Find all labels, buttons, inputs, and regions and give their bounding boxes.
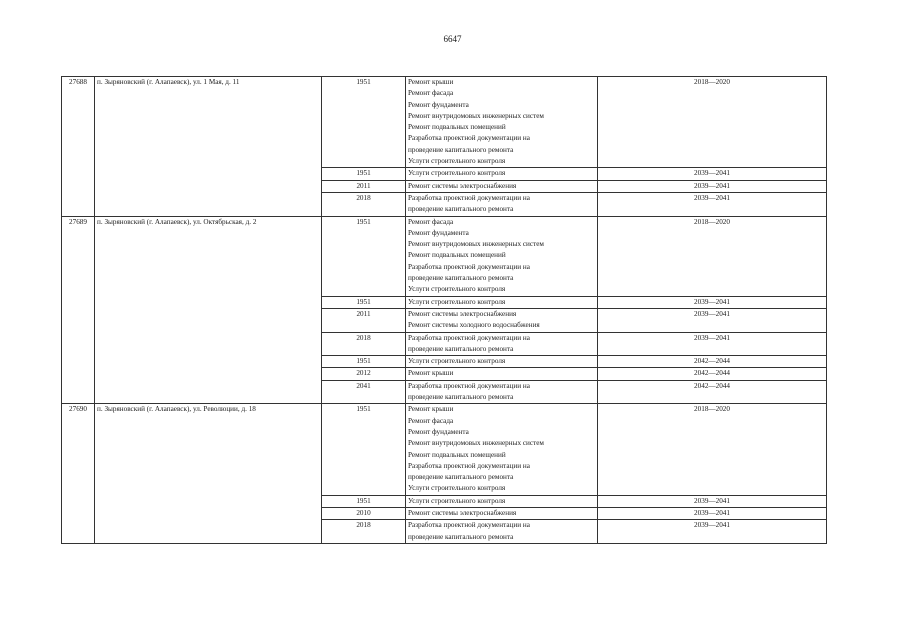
planned-period: 2039—2041 [598,520,827,544]
work-item: проведение капитального ремонта [408,145,514,154]
planned-period: 2039—2041 [598,192,827,216]
work-item: Ремонт подвальных помещений [408,123,506,132]
work-item: Ремонт системы холодного водоснабжения [408,321,540,330]
planned-period: 2039—2041 [598,296,827,308]
work-item: Ремонт системы электроснабжения [408,508,517,517]
table-body [62,77,827,544]
planned-period: 2018—2020 [598,404,827,495]
work-item: Ремонт подвальных помещений [408,450,506,459]
work-item: Услуги строительного контроля [408,297,506,306]
building-address: п. Зыряновский (г. Алапаевск), ул. Революции, д. 18 [95,404,322,544]
work-item: Услуги строительного контроля [408,169,506,178]
building-address: п. Зыряновский (г. Алапаевск), ул. Октябрьская, д. 2 [95,216,322,404]
work-types [406,77,598,168]
work-item: Ремонт подвальных помещений [408,251,506,260]
work-item: Ремонт крыши [408,369,454,378]
table-row [62,77,827,168]
work-item: Ремонт системы электроснабжения [408,309,517,318]
planned-period: 2042—2044 [598,368,827,380]
planned-period: 2042—2044 [598,356,827,368]
last-repair-year: 2011 [322,308,406,332]
work-item: Ремонт фасада [408,217,454,226]
work-types [406,332,598,356]
work-item: Услуги строительного контроля [408,285,506,294]
last-repair-year: 2011 [322,180,406,192]
last-repair-year: 1951 [322,296,406,308]
work-types [406,192,598,216]
building-number: 27690 [62,404,95,544]
last-repair-year: 1951 [322,356,406,368]
work-item: Ремонт фундамента [408,427,469,436]
work-item: проведение капитального ремонта [408,532,514,541]
work-item: Услуги строительного контроля [408,496,506,505]
work-item: Ремонт внутридомовых инженерных систем [408,111,544,120]
work-types [406,380,598,404]
work-item: Ремонт фасада [408,416,454,425]
work-types [406,404,598,495]
table-row [62,216,827,296]
planned-period: 2039—2041 [598,332,827,356]
planned-period: 2018—2020 [598,77,827,168]
work-types [406,180,598,192]
work-types [406,308,598,332]
work-item: Разработка проектной документации на [408,134,530,143]
building-number: 27688 [62,77,95,217]
last-repair-year: 2012 [322,368,406,380]
work-types [406,168,598,180]
work-item: Разработка проектной документации на [408,381,530,390]
work-item: проведение капитального ремонта [408,205,514,214]
work-types [406,520,598,544]
work-item: Ремонт внутридомовых инженерных систем [408,439,544,448]
table-row [62,404,827,495]
planned-period: 2039—2041 [598,180,827,192]
last-repair-year: 2041 [322,380,406,404]
building-address: п. Зыряновский (г. Алапаевск), ул. 1 Мая, д. 11 [95,77,322,217]
last-repair-year: 2018 [322,520,406,544]
last-repair-year: 2010 [322,507,406,519]
building-number: 27689 [62,216,95,404]
last-repair-year: 2018 [322,192,406,216]
work-item: Разработка проектной документации на [408,262,530,271]
work-item: Услуги строительного контроля [408,357,506,366]
planned-period: 2039—2041 [598,507,827,519]
work-types [406,507,598,519]
last-repair-year: 1951 [322,168,406,180]
last-repair-year: 1951 [322,495,406,507]
planned-period: 2039—2041 [598,168,827,180]
last-repair-year: 2018 [322,332,406,356]
work-item: проведение капитального ремонта [408,344,514,353]
work-item: Услуги строительного контроля [408,157,506,166]
last-repair-year: 1951 [322,216,406,296]
work-item: Услуги строительного контроля [408,484,506,493]
work-item: Разработка проектной документации на [408,461,530,470]
work-item: Разработка проектной документации на [408,193,530,202]
work-item: проведение капитального ремонта [408,473,514,482]
work-item: Ремонт системы электроснабжения [408,181,517,190]
planned-period: 2018—2020 [598,216,827,296]
planned-period: 2039—2041 [598,308,827,332]
planned-period: 2042—2044 [598,380,827,404]
work-types [406,356,598,368]
work-types [406,495,598,507]
work-types [406,368,598,380]
planned-period: 2039—2041 [598,495,827,507]
work-types [406,216,598,296]
repair-schedule-table [61,76,827,544]
last-repair-year: 1951 [322,77,406,168]
work-item: Разработка проектной документации на [408,521,530,530]
work-item: Ремонт крыши [408,405,454,414]
work-item: проведение капитального ремонта [408,393,514,402]
work-item: Ремонт крыши [408,78,454,86]
work-item: Ремонт фундамента [408,100,469,109]
work-item: Ремонт внутридомовых инженерных систем [408,240,544,249]
work-item: проведение капитального ремонта [408,274,514,283]
last-repair-year: 1951 [322,404,406,495]
work-item: Разработка проектной документации на [408,333,530,342]
work-types [406,296,598,308]
work-item: Ремонт фундамента [408,228,469,237]
work-item: Ремонт фасада [408,89,454,98]
page-number: 6647 [443,34,462,44]
